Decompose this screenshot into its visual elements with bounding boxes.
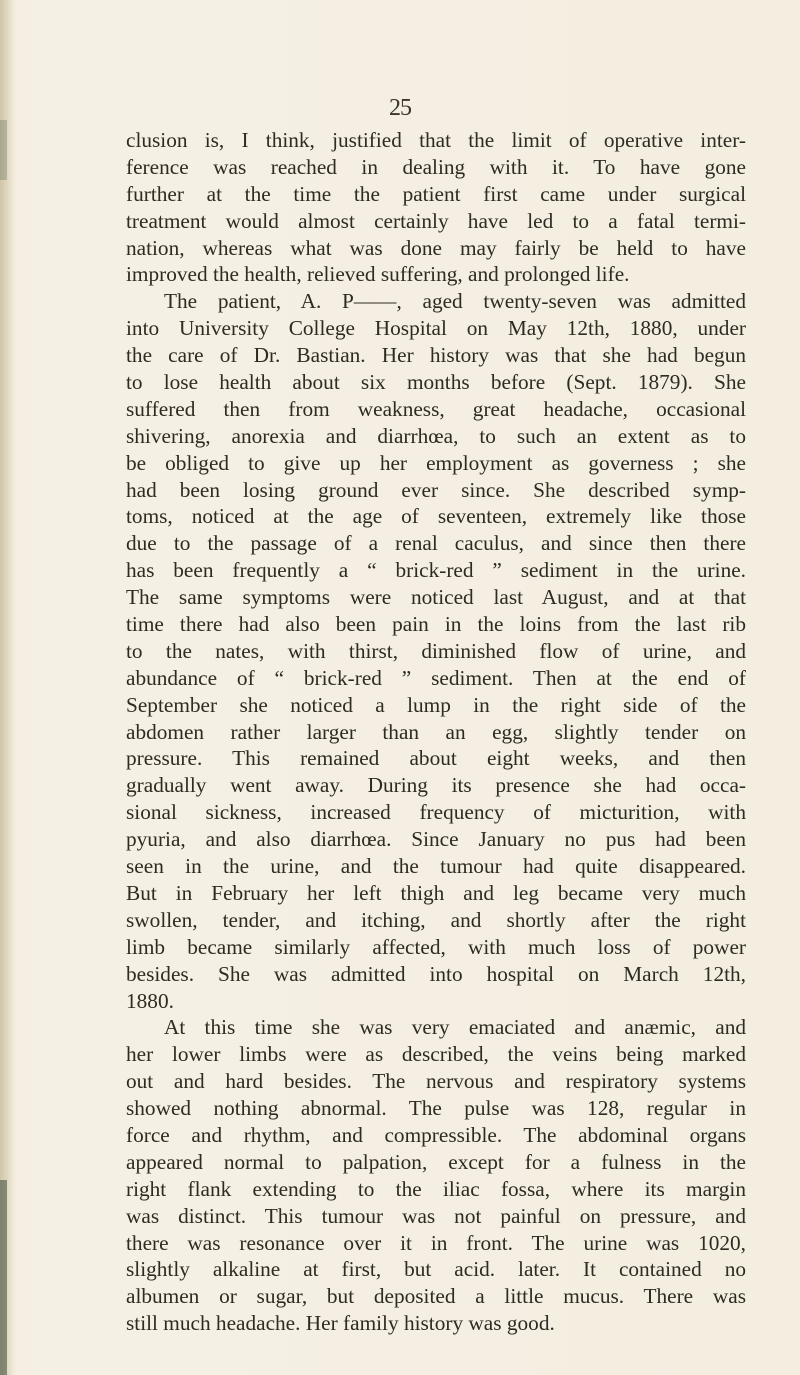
- text-line: right flank extending to the iliac fossa, where its margin: [126, 1176, 746, 1201]
- text-line: pressure. This remained about eight weeks, and then: [126, 746, 746, 771]
- text-line: the care of Dr. Bastian. Her history was that she had begun: [126, 343, 746, 368]
- text-line: pyuria, and also diarrhœa. Since January no pus had been: [126, 827, 746, 852]
- text-line: albumen or sugar, but deposited a little mucus. There was: [126, 1284, 746, 1309]
- page-edge-shadow: [0, 0, 14, 1375]
- text-line: due to the passage of a renal caculus, and since then there: [126, 531, 746, 556]
- text-line: But in February her left thigh and leg became very much: [126, 880, 746, 905]
- text-line: nation, whereas what was done may fairly be held to have: [126, 235, 746, 260]
- text-line: toms, noticed at the age of seventeen, extremely like those: [126, 504, 746, 529]
- text-line: At this time she was very emaciated and anæmic, and: [164, 1015, 746, 1040]
- text-line: has been frequently a “ brick-red ” sediment in the urine.: [126, 558, 746, 583]
- text-line: had been losing ground ever since. She described symp-: [126, 477, 746, 502]
- text-line: to lose health about six months before (Sept. 1879). She: [126, 370, 746, 395]
- text-line: out and hard besides. The nervous and respiratory systems: [126, 1069, 746, 1094]
- text-line: seen in the urine, and the tumour had quite disappeared.: [126, 854, 746, 879]
- text-line: force and rhythm, and compressible. The abdominal organs: [126, 1122, 746, 1147]
- text-line: treatment would almost certainly have led to a fatal termi-: [126, 208, 746, 233]
- text-line: shivering, anorexia and diarrhœa, to such an extent as to: [126, 423, 746, 448]
- text-line: slightly alkaline at first, but acid. later. It contained no: [126, 1257, 746, 1282]
- text-line: into University College Hospital on May 12th, 1880, under: [126, 316, 746, 341]
- body-text: [126, 127, 746, 1337]
- text-line: time there had also been pain in the loins from the last rib: [126, 612, 746, 637]
- text-line: to the nates, with thirst, diminished flow of urine, and: [126, 638, 746, 663]
- text-line: improved the health, relieved suffering, and prolonged life.: [126, 262, 630, 287]
- text-line: ference was reached in dealing with it. To have gone: [126, 154, 746, 179]
- text-line: limb became similarly affected, with much loss of power: [126, 934, 746, 959]
- text-line: appeared normal to palpation, except for a fulness in the: [126, 1149, 746, 1174]
- text-line: still much headache. Her family history was good.: [126, 1311, 555, 1336]
- text-line: suffered then from weakness, great headache, occasional: [126, 396, 746, 421]
- binding-edge-strip: [0, 120, 7, 180]
- text-line: 1880.: [126, 988, 174, 1013]
- text-line: abundance of “ brick-red ” sediment. Then at the end of: [126, 665, 746, 690]
- text-line: showed nothing abnormal. The pulse was 128, regular in: [126, 1096, 746, 1121]
- text-line: The same symptoms were noticed last August, and at that: [126, 585, 746, 610]
- text-line: September she noticed a lump in the right side of the: [126, 692, 746, 717]
- binding-edge-strip: [0, 1180, 7, 1375]
- text-line: be obliged to give up her employment as governess ; she: [126, 450, 746, 475]
- text-line: The patient, A. P——, aged twenty-seven was admitted: [164, 289, 746, 314]
- text-line: swollen, tender, and itching, and shortly after the right: [126, 907, 746, 932]
- page-number: 25: [389, 95, 411, 121]
- text-line: her lower limbs were as described, the veins being marked: [126, 1042, 746, 1067]
- text-line: clusion is, I think, justified that the limit of operative inter-: [126, 128, 746, 152]
- text-line: was distinct. This tumour was not painful on pressure, and: [126, 1203, 746, 1228]
- text-line: besides. She was admitted into hospital on March 12th,: [126, 961, 746, 986]
- text-line: sional sickness, increased frequency of micturition, with: [126, 800, 746, 825]
- text-line: there was resonance over it in front. The urine was 1020,: [126, 1230, 746, 1255]
- text-line: abdomen rather larger than an egg, slightly tender on: [126, 719, 746, 744]
- text-line: gradually went away. During its presence she had occa-: [126, 773, 746, 798]
- text-line: further at the time the patient first came under surgical: [126, 181, 746, 206]
